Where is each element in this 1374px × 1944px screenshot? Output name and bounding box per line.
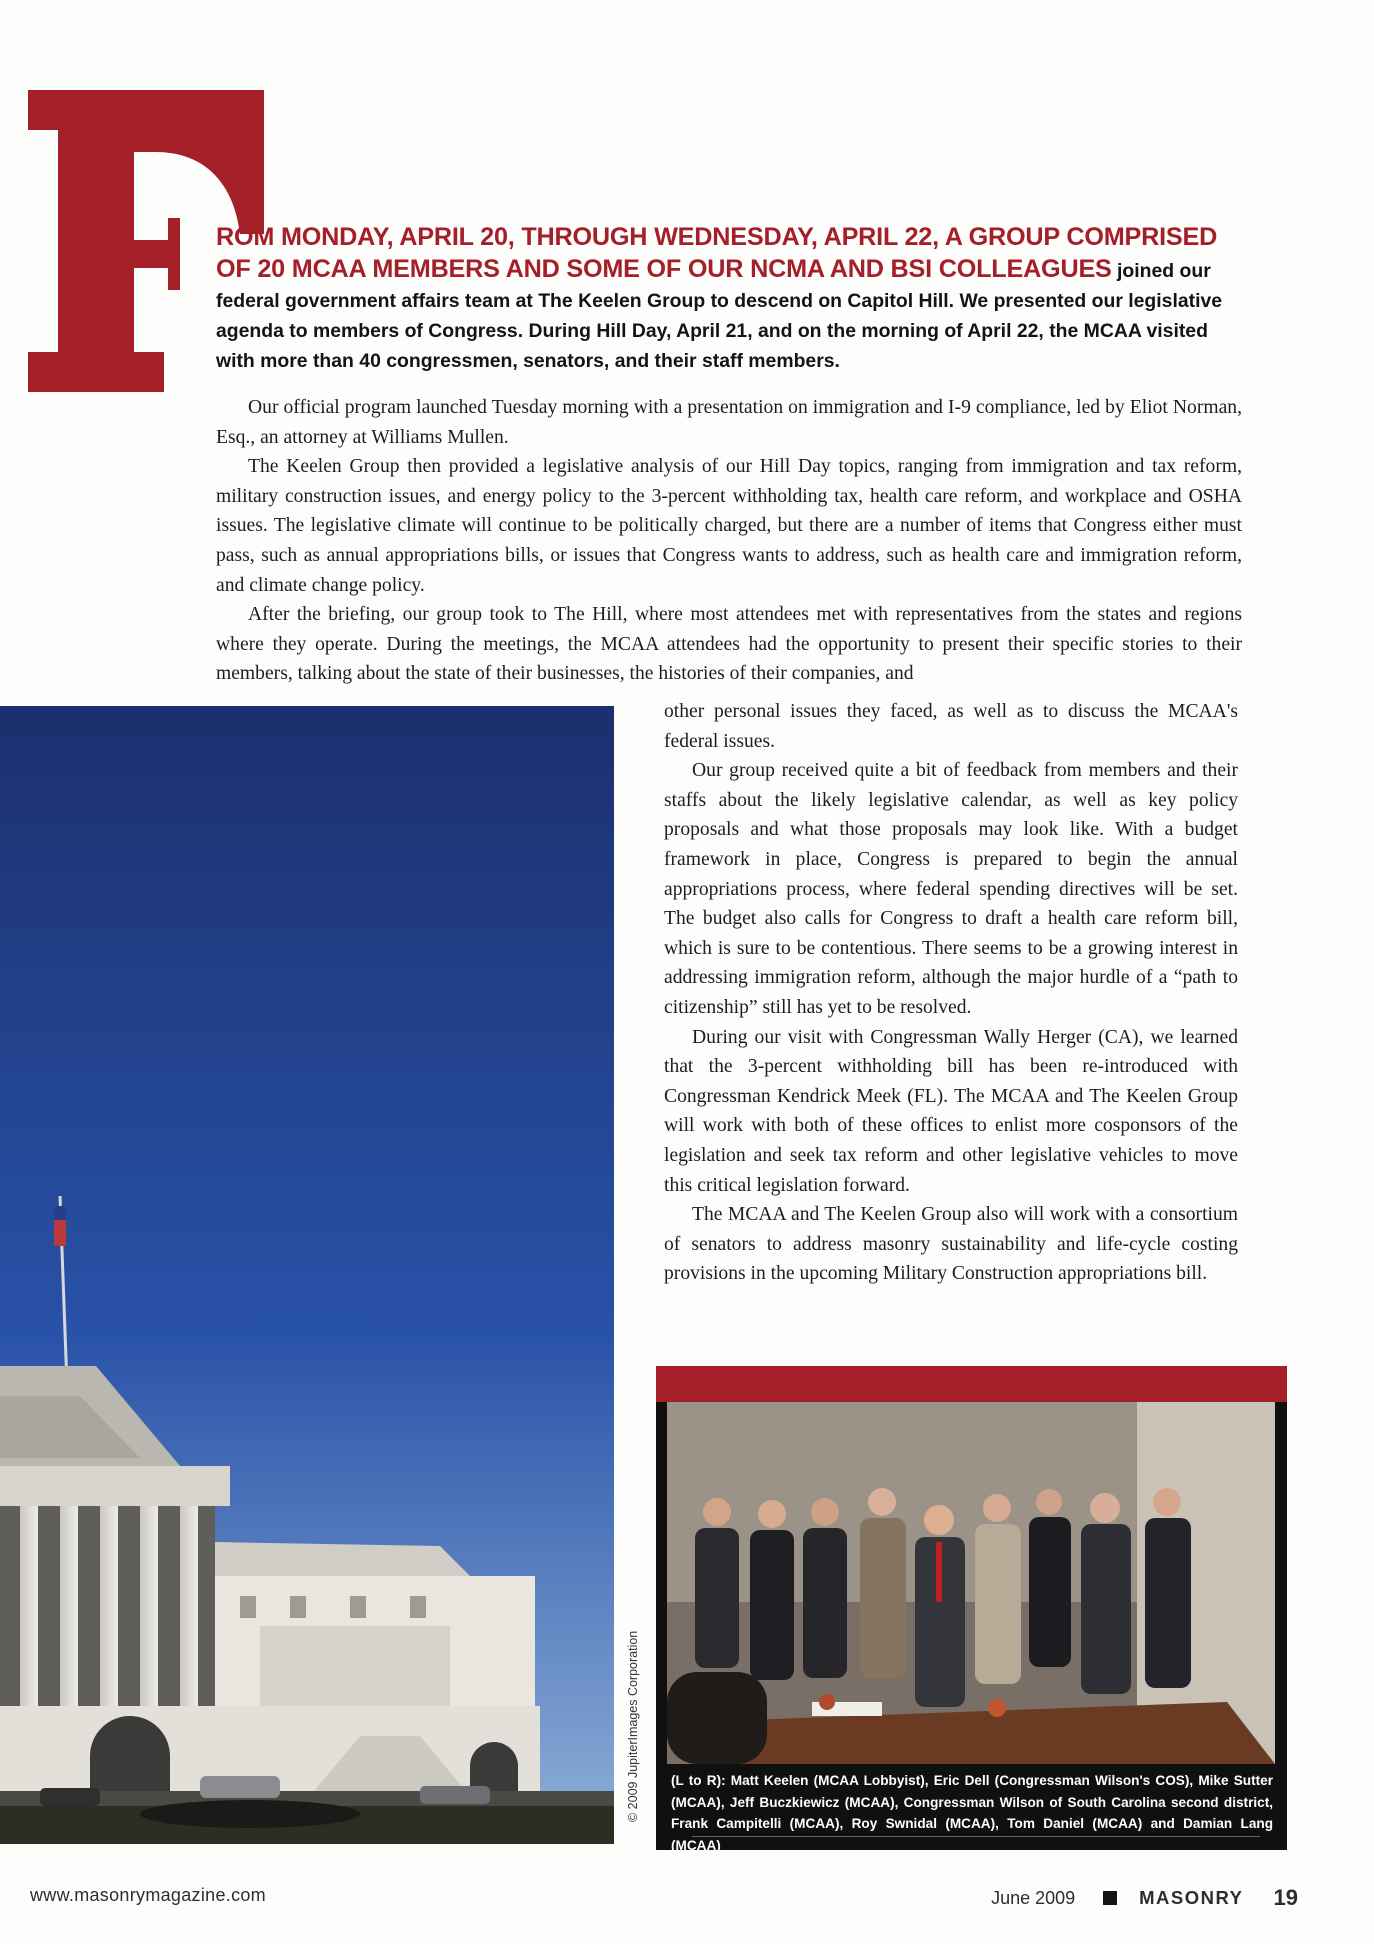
body-paragraph-3-continued: other personal issues they faced, as well as to discuss the MCAA's federal issues. <box>664 701 1238 752</box>
group-photo <box>667 1402 1275 1764</box>
lead-paragraph <box>216 222 1242 376</box>
body-paragraph-6: The MCAA and The Keelen Group also will work with a consortium of senators to address masonry sustainability and life-cycle costing provisions in the upcoming Military Construction appropriations bill. <box>664 1204 1238 1285</box>
lead-red-text: ROM MONDAY, APRIL 20, THROUGH WEDNESDAY, APRIL 22, A GROUP COMPRISED OF 20 MCAA MEMBERS AND SOME OF OUR NCMA AND BSI COLLEAGUES <box>216 223 1218 283</box>
photo-header-bar <box>656 1366 1287 1402</box>
body-paragraph-5: During our visit with Congressman Wally Herger (CA), we learned that the 3-percent withholding bill has been re-introduced with Congressman Kendrick Meek (FL). The MCAA and The Keelen Group will work with both of these offices to enlist more cosponsors of the legislation and seek tax reform and other legislative vehicles to move this critical legislation forward. <box>664 1026 1238 1196</box>
photo-credit: © 2009 JupiterImages Corporation <box>626 1630 640 1822</box>
body-full-width <box>216 393 1242 689</box>
body-paragraph-4: Our group received quite a bit of feedback from members and their staffs about the likely legislative calendar, as well as key policy proposals and what those proposals may look like. With a budget framework in place, Congress is prepared to begin the annual appropriations process, where federal spending directives will be set. The budget also calls for Congress to draft a health care reform bill, which is sure to be contentious. There seems to be a growing interest in addressing immigration reform, although the major hurdle of a “path to citizenship” still has yet to be resolved. <box>664 760 1238 1018</box>
footer-info <box>991 1885 1298 1911</box>
group-photo-box <box>656 1366 1287 1853</box>
capitol-building-photo <box>0 706 614 1844</box>
page-number: 19 <box>1273 1885 1298 1910</box>
body-paragraph-1: Our official program launched Tuesday morning with a presentation on immigration and I-9 compliance, led by Eliot Norman, Esq., an attorney at Williams Mullen. <box>216 397 1242 448</box>
footer-square-icon <box>1103 1891 1117 1905</box>
footer-date: June 2009 <box>991 1887 1076 1908</box>
footer-magazine-name: MASONRY <box>1139 1887 1244 1908</box>
body-column <box>664 697 1238 1289</box>
photo-caption: (L to R): Matt Keelen (MCAA Lobbyist), Eric Dell (Congressman Wilson's COS), Mike Sutter (MCAA), Jeff Buczkiewicz (MCAA), Congressman Wilson of South Carolina second district, Frank Campitelli (MCAA), Roy Swnidal (MCAA), Tom Daniel (MCAA) and Damian Lang (MCAA) <box>671 1773 1273 1853</box>
footer-website-url: www.masonrymagazine.com <box>30 1885 266 1905</box>
body-paragraph-2: The Keelen Group then provided a legislative analysis of our Hill Day topics, ranging from immigration and tax reform, military construction issues, and energy policy to the 3-percent withholding tax, health care reform, and workplace and OSHA issues. The legislative climate will continue to be politically charged, but there are a number of items that Congress either must pass, such as annual appropriations bills, or issues that Congress wants to address, such as health care and immigration reform, and climate change policy. <box>216 456 1242 596</box>
body-paragraph-3: After the briefing, our group took to The Hill, where most attendees met with representatives from the states and regions where they operate. During the meetings, the MCAA attendees had the opportunity to present their specific stories to their members, talking about the state of their businesses, the histories of their companies, and <box>216 604 1242 685</box>
caption-divider <box>692 1836 1260 1837</box>
lead-black-text: joined our federal government affairs team at The Keelen Group to descend on Capitol Hill. We presented our legislative agenda to members of Congress. During Hill Day, April 21, and on the morning of April 22, the MCAA visited with more than 40 congressmen, senators, and their staff members. <box>216 260 1223 372</box>
